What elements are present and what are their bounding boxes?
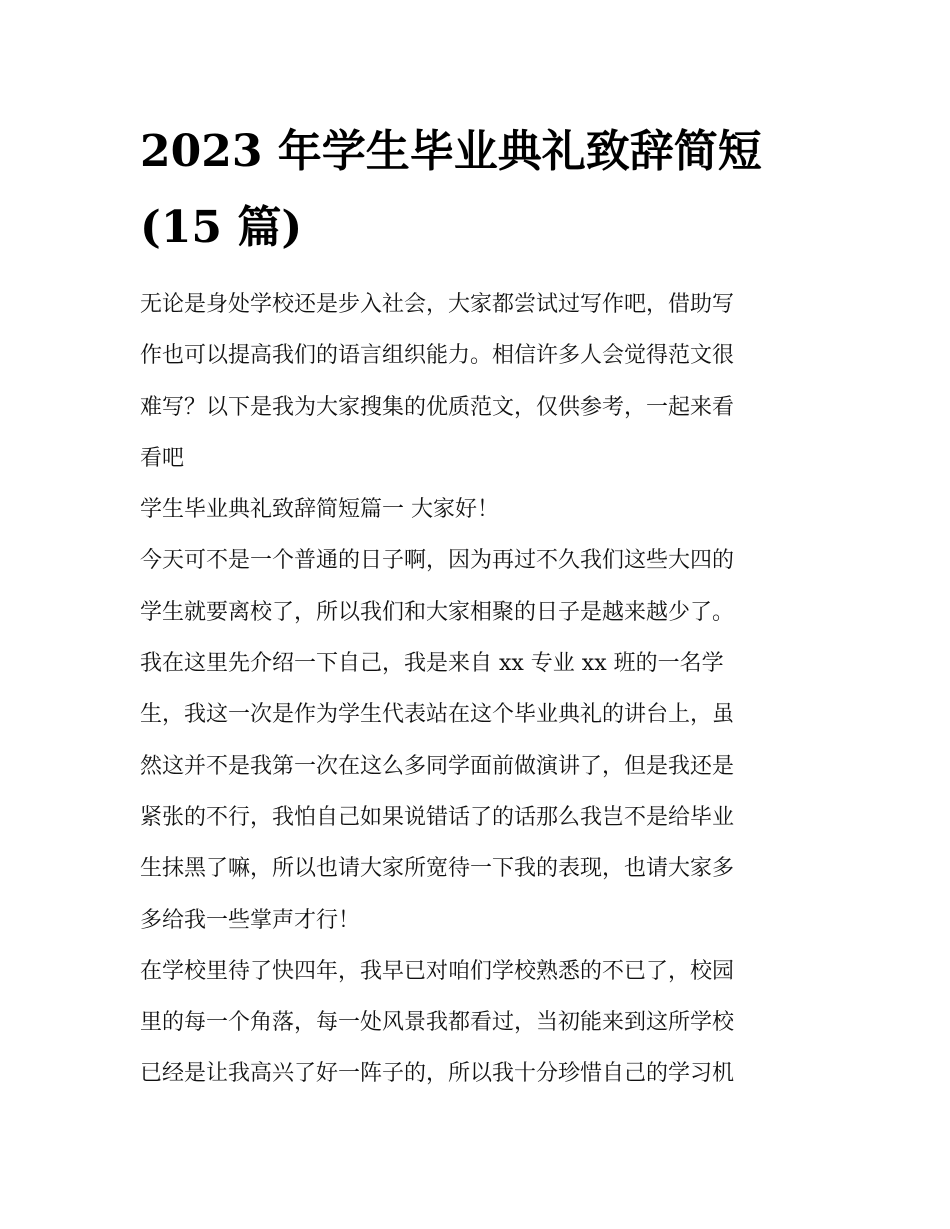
text-line: 紧张的不行，我怕自己如果说错话了的话那么我岂不是给毕业 [140,804,735,830]
document-title [140,114,820,266]
text-line: 作也可以提高我们的语言组织能力。相信许多人会觉得范文很 [140,343,735,369]
text-line: 看吧 [140,445,185,471]
text-line: 然这并不是我第一次在这么多同学面前做演讲了，但是我还是 [140,753,735,779]
text-line: 已经是让我高兴了好一阵子的，所以我十分珍惜自己的学习机 [140,1061,735,1087]
title-line-2: (15 篇) [140,202,303,253]
text-line: 难写？以下是我为大家搜集的优质范文，仅供参考，一起来看 [140,394,735,420]
text-line: 无论是身处学校还是步入社会，大家都尝试过写作吧，借助写 [140,292,735,317]
text-line: 在学校里待了快四年，我早已对咱们学校熟悉的不已了，校园 [140,958,735,984]
text-line: 生，我这一次是作为学生代表站在这个毕业典礼的讲台上，虽 [140,702,735,728]
text-line: 学生就要离校了，所以我们和大家相聚的日子是越来越少了。 [140,599,735,625]
text-line: 多给我一些掌声才行！ [140,907,361,933]
document-body [140,279,820,1100]
text-line: 今天可不是一个普通的日子啊，因为再过不久我们这些大四的 [140,548,735,574]
text-line: 里的每一个角落，每一处风景我都看过，当初能来到这所学校 [140,1010,735,1036]
section-heading-line: 学生毕业典礼致辞简短篇一 大家好！ [140,497,499,523]
text-line: 我在这里先介绍一下自己，我是来自 xx 专业 xx 班的一名学 [140,651,724,677]
title-line-1: 2023 年学生毕业典礼致辞简短 [140,126,762,177]
text-line: 生抹黑了嘛，所以也请大家所宽待一下我的表现，也请大家多 [140,856,735,882]
